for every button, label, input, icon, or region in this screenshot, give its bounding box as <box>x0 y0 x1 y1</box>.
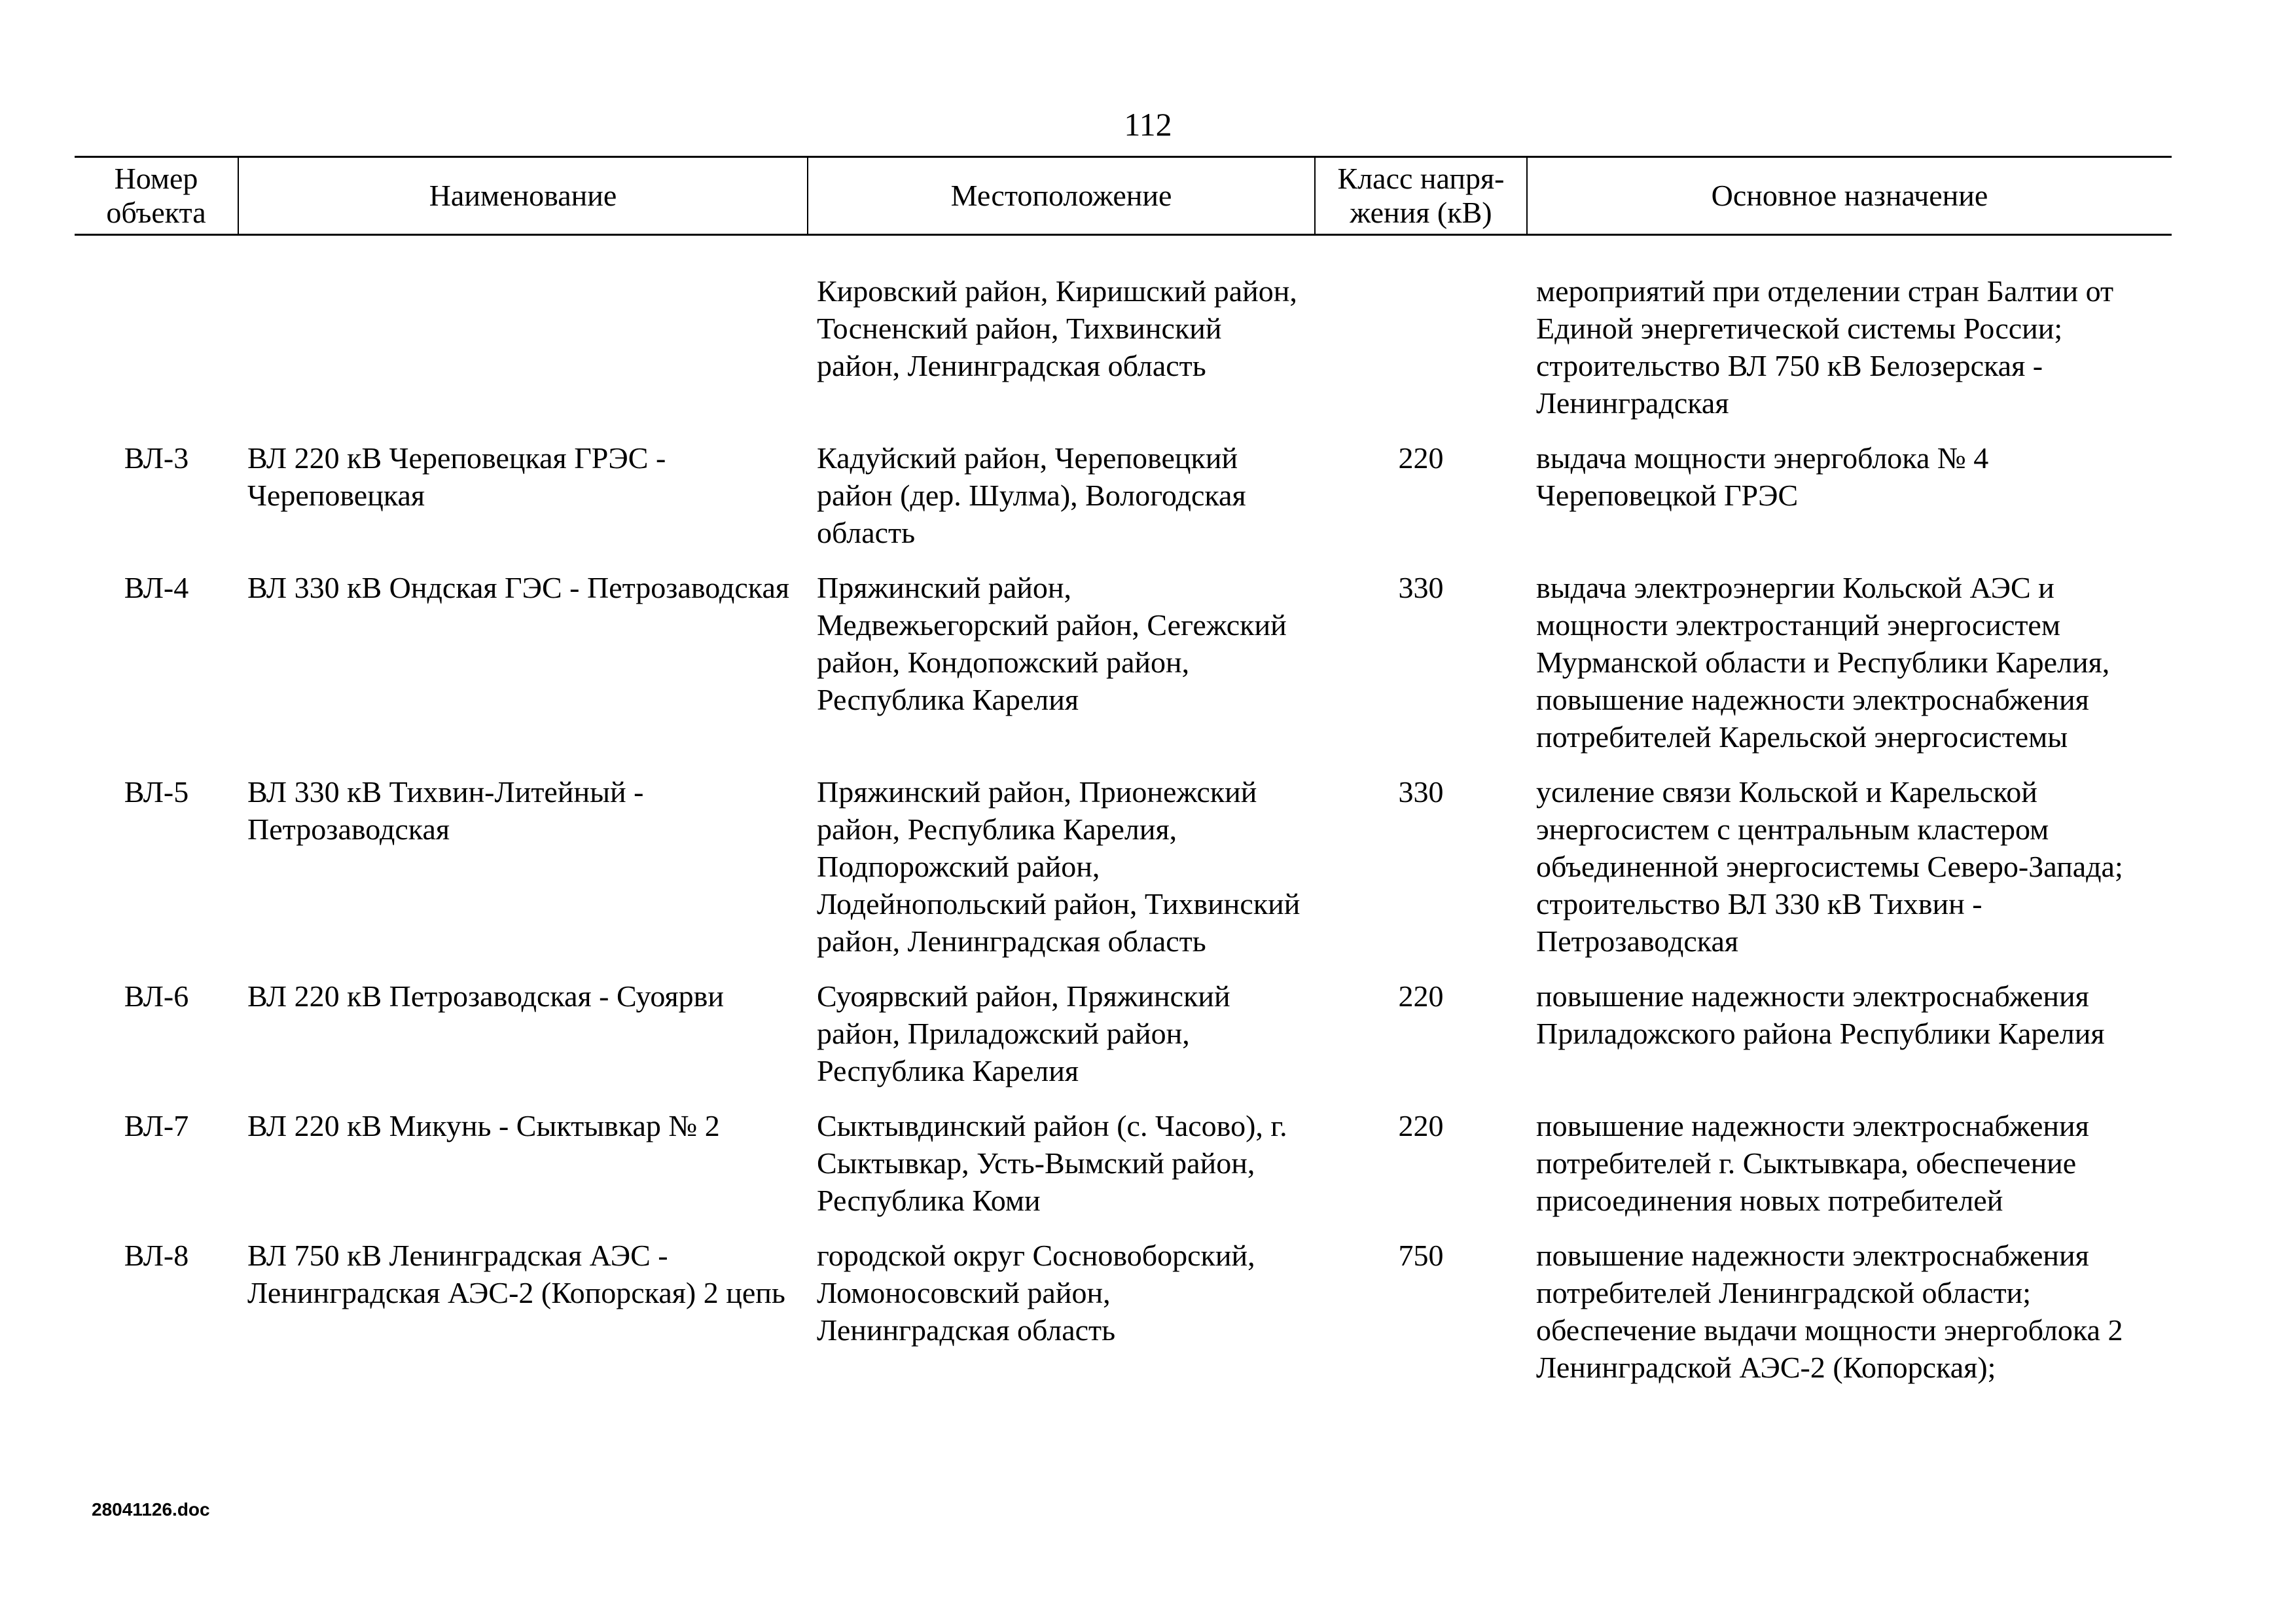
cell-voltage: 220 <box>1398 1109 1444 1142</box>
cell-location: Сыктывдинский район (с. Часово), г. Сыктывкар, Усть-Вымский район, Республика Коми <box>817 1109 1287 1217</box>
cell-voltage: 220 <box>1398 979 1444 1013</box>
header-location: Местоположение <box>808 157 1315 235</box>
table-row <box>75 977 2172 1107</box>
objects-table <box>75 156 2172 1404</box>
cell-number: ВЛ-8 <box>124 1239 189 1272</box>
cell-location: Пряжинский район, Медвежьегорский район, Сегежский район, Кондопожский район, Республика Карелия <box>817 571 1287 716</box>
cell-location: Кадуйский район, Череповецкий район (дер. Шулма), Вологодская область <box>817 441 1246 549</box>
document-id: 28041126.doc <box>92 1499 210 1520</box>
cell-voltage: 330 <box>1398 775 1444 809</box>
cell-location: городской округ Сосновоборский, Ломоносовский район, Ленинградская область <box>817 1239 1255 1347</box>
cell-number: ВЛ-4 <box>124 571 189 604</box>
cell-purpose: повышение надежности электроснабжения потребителей г. Сыктывкара, обеспечение присоединения новых потребителей <box>1536 1109 2089 1217</box>
cell-purpose: выдача мощности энергоблока № 4 Череповецкой ГРЭС <box>1536 441 1989 512</box>
table-row <box>75 1107 2172 1237</box>
cell-voltage: 330 <box>1398 571 1444 604</box>
table-header-row <box>75 157 2172 235</box>
header-voltage: Класс напря-жения (кВ) <box>1315 157 1527 235</box>
cell-purpose: повышение надежности электроснабжения Приладожского района Республики Карелия <box>1536 979 2105 1050</box>
table-row <box>75 439 2172 569</box>
cell-location: Кировский район, Киришский район, Тосненский район, Тихвинский район, Ленинградская область <box>817 274 1297 382</box>
cell-purpose: мероприятий при отделении стран Балтии от Единой энергетической системы России; строительство ВЛ 750 кВ Белозерская - Ленинградская <box>1536 274 2114 420</box>
cell-voltage <box>1315 235 1527 440</box>
cell-name: ВЛ 330 кВ Ондская ГЭС - Петрозаводская <box>247 571 790 604</box>
cell-number: ВЛ-7 <box>124 1109 189 1142</box>
header-name: Наименование <box>238 157 808 235</box>
table-row <box>75 235 2172 440</box>
cell-location: Суоярвский район, Пряжинский район, Приладожский район, Республика Карелия <box>817 979 1230 1087</box>
cell-number: ВЛ-5 <box>124 775 189 809</box>
cell-number: ВЛ-6 <box>124 979 189 1013</box>
cell-name <box>238 235 808 440</box>
cell-voltage: 750 <box>1398 1239 1444 1272</box>
cell-location: Пряжинский район, Прионежский район, Республика Карелия, Подпорожский район, Лодейнопольский район, Тихвинский район, Ленинградская область <box>817 775 1300 958</box>
header-number: Номер объекта <box>75 157 238 235</box>
cell-voltage: 220 <box>1398 441 1444 475</box>
table-row <box>75 1237 2172 1404</box>
table-row <box>75 569 2172 773</box>
cell-purpose: выдача электроэнергии Кольской АЭС и мощности электростанций энергосистем Мурманской области и Республики Карелия, повышение надежности электроснабжения потребителей Карельской энергосистемы <box>1536 571 2110 754</box>
cell-name: ВЛ 330 кВ Тихвин-Литейный - Петрозаводская <box>247 775 644 846</box>
cell-name: ВЛ 220 кВ Петрозаводская - Суоярви <box>247 979 725 1013</box>
page-number: 112 <box>1124 106 1172 143</box>
cell-name: ВЛ 220 кВ Микунь - Сыктывкар № 2 <box>247 1109 720 1142</box>
header-purpose: Основное назначение <box>1527 157 2172 235</box>
cell-number: ВЛ-3 <box>124 441 189 475</box>
cell-number <box>75 235 238 440</box>
table-row <box>75 773 2172 977</box>
cell-purpose: повышение надежности электроснабжения потребителей Ленинградской области; обеспечение выдачи мощности энергоблока 2 Ленинградской АЭС-2 (Копорская); <box>1536 1239 2123 1384</box>
cell-purpose: усиление связи Кольской и Карельской энергосистем с центральным кластером объединенной энергосистемы Северо-Запада; строительство ВЛ 330 кВ Тихвин - Петрозаводская <box>1536 775 2123 958</box>
cell-name: ВЛ 750 кВ Ленинградская АЭС - Ленинградская АЭС-2 (Копорская) 2 цепь <box>247 1239 785 1309</box>
cell-name: ВЛ 220 кВ Череповецкая ГРЭС - Череповецкая <box>247 441 666 512</box>
